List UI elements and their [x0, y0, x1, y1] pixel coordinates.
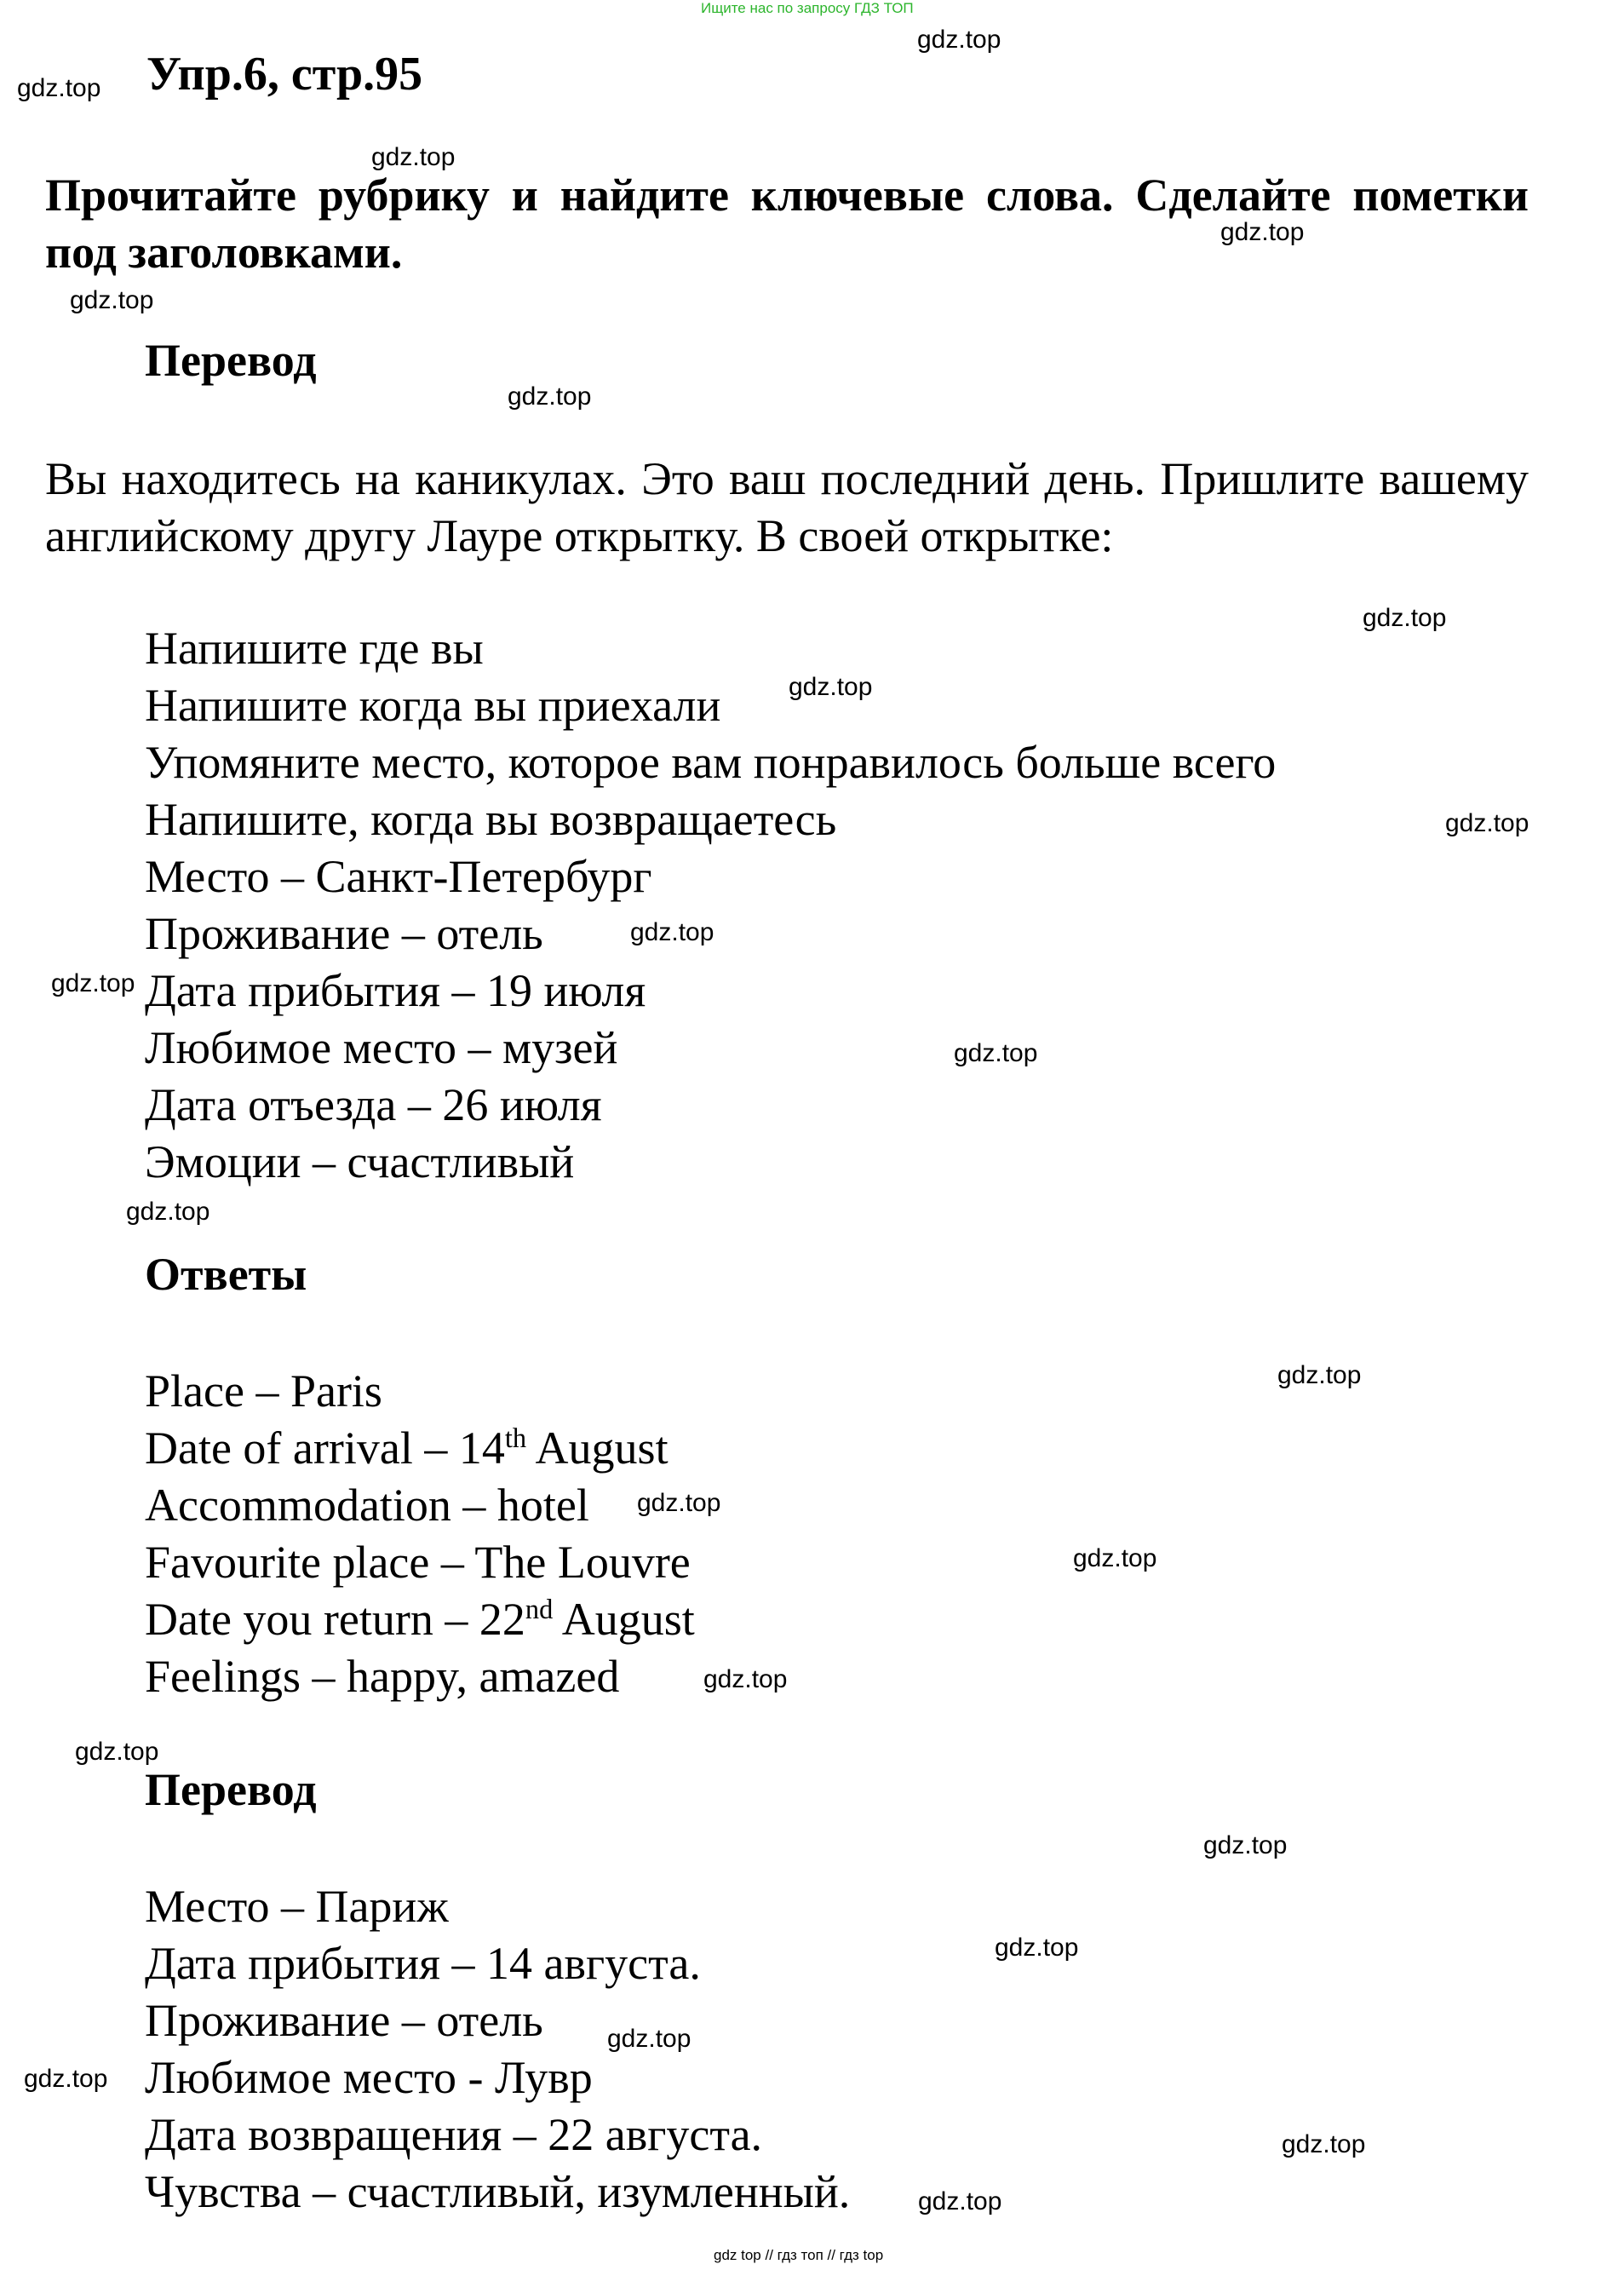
watermark: gdz.top — [75, 1738, 159, 1766]
answer-return: Date you return – 22nd August — [145, 1594, 695, 1645]
watermark: gdz.top — [703, 1665, 788, 1693]
watermark: gdz.top — [1203, 1831, 1288, 1859]
section1-line: Место – Санкт-Петербург — [145, 851, 652, 902]
section1-line: Дата отъезда – 26 июля — [145, 1079, 602, 1130]
section2-line: Дата возвращения – 22 августа. — [145, 2109, 763, 2160]
watermark: gdz.top — [70, 286, 154, 314]
watermark: gdz.top — [17, 74, 101, 102]
answer-favourite: Favourite place – The Louvre — [145, 1537, 691, 1588]
watermark: gdz.top — [995, 1934, 1079, 1962]
section1-heading: Перевод — [145, 335, 317, 386]
watermark: gdz.top — [954, 1039, 1038, 1067]
watermark: gdz.top — [508, 382, 592, 411]
section1-line: Напишите где вы — [145, 623, 484, 674]
section2-line: Чувства – счастливый, изумленный. — [145, 2166, 851, 2217]
section1-line: Проживание – отель — [145, 908, 543, 959]
section1-line: Напишите, когда вы возвращаетесь — [145, 794, 837, 845]
watermark: gdz.top — [1073, 1544, 1157, 1572]
section1-line: Напишите когда вы приехали — [145, 680, 721, 731]
section2-line: Любимое место - Лувр — [145, 2052, 593, 2103]
footer: gdz top // гдз топ // гдз top — [714, 2247, 884, 2263]
section2-heading: Перевод — [145, 1764, 317, 1815]
watermark: gdz.top — [126, 1198, 210, 1226]
answer-feelings: Feelings – happy, amazed — [145, 1651, 620, 1702]
watermark: gdz.top — [24, 2065, 108, 2093]
task-text: Прочитайте рубрику и найдите ключевые слова. Сделайте пометки под заголовками. — [45, 170, 1529, 278]
section1-line: Дата прибытия – 19 июля — [145, 965, 646, 1016]
watermark: gdz.top — [607, 2025, 691, 2053]
watermark: gdz.top — [789, 673, 873, 701]
watermark: gdz.top — [917, 26, 1001, 54]
top-banner: Ищите нас по запросу ГДЗ ТОП — [701, 0, 914, 16]
section1-line: Упомяните место, которое вам понравилось больше всего — [145, 737, 1277, 788]
section1-line: Эмоции – счастливый — [145, 1136, 575, 1187]
watermark: gdz.top — [1277, 1361, 1362, 1389]
section2-line: Проживание – отель — [145, 1995, 543, 2046]
section2-line: Дата прибытия – 14 августа. — [145, 1938, 701, 1989]
watermark: gdz.top — [630, 918, 714, 946]
section1-paragraph: Вы находитесь на каникулах. Это ваш последний день. Пришлите вашему английскому другу Лауре открытку. В своей открытке: — [45, 453, 1529, 561]
watermark: gdz.top — [51, 969, 135, 997]
answer-accommodation: Accommodation – hotel — [145, 1480, 589, 1531]
page-title: Упр.6, стр.95 — [146, 48, 423, 101]
watermark: gdz.top — [918, 2187, 1002, 2215]
watermark: gdz.top — [371, 143, 456, 171]
watermark: gdz.top — [1220, 218, 1305, 246]
section2-line: Место – Париж — [145, 1881, 449, 1932]
watermark: gdz.top — [1363, 604, 1447, 632]
watermark: gdz.top — [637, 1489, 721, 1517]
answer-place: Place – Paris — [145, 1365, 382, 1417]
watermark: gdz.top — [1445, 809, 1529, 837]
answer-arrival: Date of arrival – 14th August — [145, 1422, 669, 1474]
section1-line: Любимое место – музей — [145, 1022, 618, 1073]
answers-heading: Ответы — [145, 1249, 307, 1300]
watermark: gdz.top — [1282, 2130, 1366, 2158]
